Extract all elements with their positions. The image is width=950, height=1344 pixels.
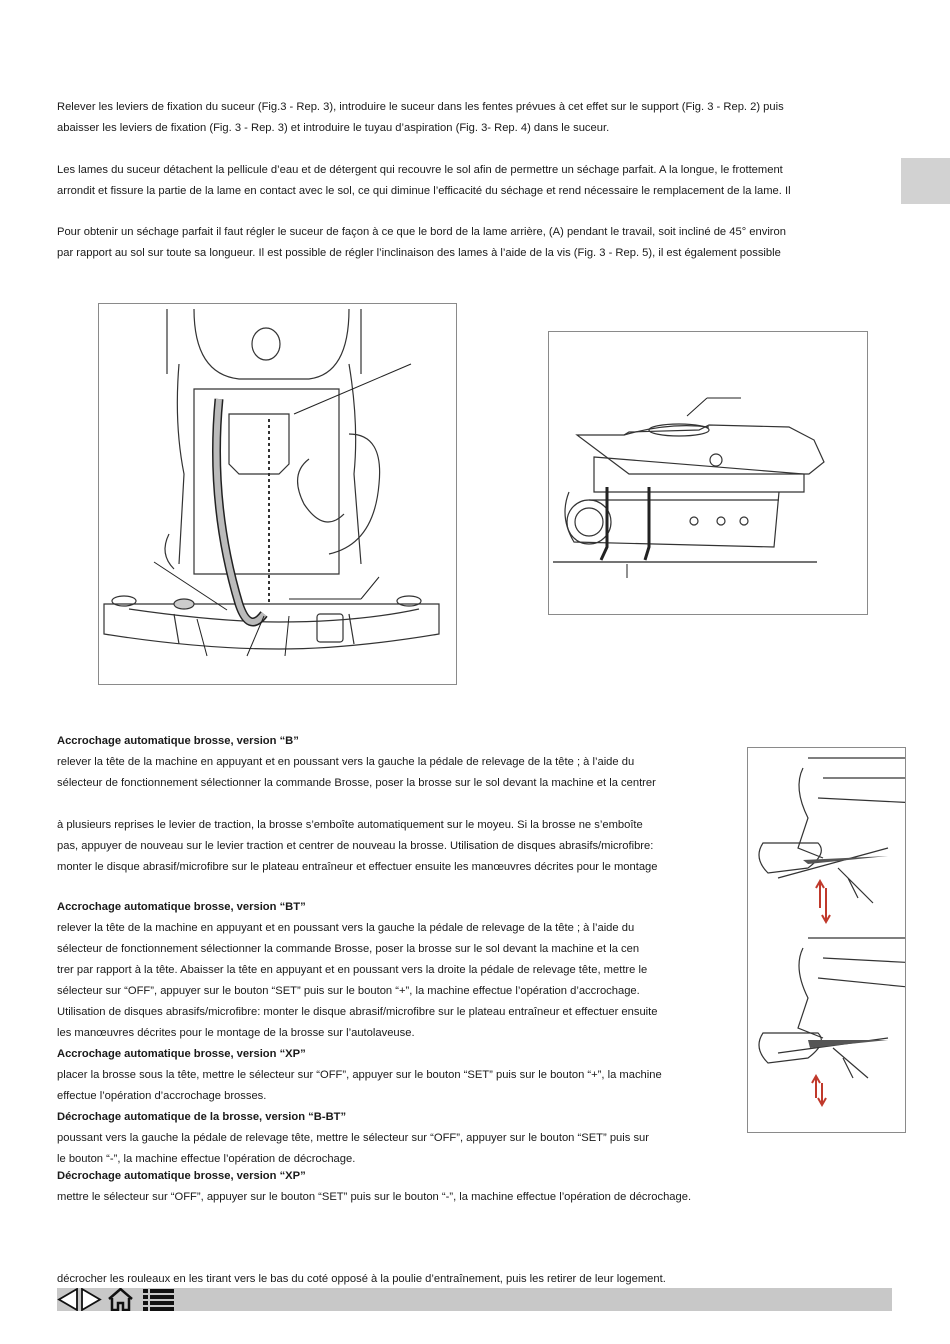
text-line: sélecteur de fonctionnement sélectionner la commande Brosse, poser la brosse sur le sol devant la machine et la cen <box>57 943 640 955</box>
next-page-icon[interactable] <box>80 1288 102 1311</box>
section-heading: Accrochage automatique brosse, version “BT” <box>57 901 306 913</box>
text-line: sélecteur sur “OFF”, appuyer sur le bouton “SET” puis sur le bouton “+”, la machine effectue l’opération d’accrochage. <box>57 985 640 997</box>
text-line: trer par rapport à la tête. Abaisser la tête en appuyant et en poussant vers la droite la pédale de relevage tête, mettre le <box>57 964 648 976</box>
prev-page-icon[interactable] <box>57 1288 79 1311</box>
paragraph-adjust-squeegee <box>57 222 892 264</box>
paragraph-install-squeegee <box>57 97 892 139</box>
paragraph-squeegee-blades <box>57 160 892 202</box>
figure-squeegee-side <box>548 331 868 615</box>
bottom-nav-bar <box>57 1288 892 1311</box>
home-icon[interactable] <box>107 1288 134 1311</box>
section-heading-unhook-bbt: Décrochage automatique de la brosse, version “B-BT” <box>57 1111 347 1123</box>
text-line: décrocher les rouleaux en les tirant vers le bas du coté opposé à la poulie d’entraînement, puis les retirer de leur logement. <box>57 1273 666 1285</box>
text-line: abaisser les leviers de fixation (Fig. 3 - Rep. 3) et introduire le tuyau d’aspiration (Fig. 3- Rep. 4) dans le suceur. <box>57 122 610 134</box>
text-line: Relever les leviers de fixation du suceur (Fig.3 - Rep. 3), introduire le suceur dans les fentes prévues à cet effet sur le support (Fig. 3 - Rep. 2) puis <box>57 101 784 113</box>
figure-squeegee-mounting <box>98 303 457 685</box>
section-heading: Décrochage automatique brosse, version “XP” <box>57 1170 306 1182</box>
text-line: monter le disque abrasif/microfibre sur le plateau entraîneur et effectuer ensuite les manœuvres décrites pour le montage <box>57 861 658 873</box>
text-line: arrondit et fissure la partie de la lame en contact avec le sol, ce qui diminue l’efficacité du séchage et rend nécessaire le remplacement de la lame. Il <box>57 185 791 197</box>
section-unhook-xp <box>57 1166 892 1208</box>
section-heading: Accrochage automatique brosse, version “B” <box>57 735 299 747</box>
text-line: poussant vers la gauche la pédale de relevage tête, mettre le sélecteur sur “OFF”, appuyer sur le bouton “SET” puis sur <box>57 1132 649 1144</box>
text-line: Les lames du suceur détachent la pellicule d’eau et de détergent qui recouvre le sol afin de permettre un séchage parfait. A la longue, le frottement <box>57 164 783 176</box>
text-line: sélecteur de fonctionnement sélectionner la commande Brosse, poser la brosse sur le sol devant la machine et la centrer <box>57 777 656 789</box>
section-hookup-bt <box>57 897 733 1170</box>
text-line: les manœuvres décrites pour le montage de la brosse sur l’autolaveuse. <box>57 1027 415 1039</box>
figure-brush-hookup <box>747 747 906 1133</box>
text-line: Utilisation de disques abrasifs/microfibre: monter le disque abrasif/microfibre sur le plateau entraîneur et effectuer ensuite <box>57 1006 658 1018</box>
squeegee-side-drawing <box>549 332 867 614</box>
squeegee-mounting-drawing <box>99 304 456 684</box>
brush-hookup-drawing <box>748 748 905 1132</box>
chapter-side-tab[interactable] <box>901 158 950 204</box>
section-heading-xp: Accrochage automatique brosse, version “XP” <box>57 1048 306 1060</box>
text-line: à plusieurs reprises le levier de traction, la brosse s’emboîte automatiquement sur le moyeu. Si la brosse ne s’emboîte <box>57 819 643 831</box>
text-line: relever la tête de la machine en appuyant et en poussant vers la gauche la pédale de relevage de la tête ; à l’aide du <box>57 922 635 934</box>
section-hookup-b <box>57 731 733 878</box>
index-icon[interactable] <box>142 1288 175 1311</box>
text-line: par rapport au sol sur toute sa longueur. Il est possible de régler l’inclinaison des lames à l’aide de la vis (Fig. 3 - Rep. 5), il est également possible <box>57 247 781 259</box>
text-line: mettre le sélecteur sur “OFF”, appuyer sur le bouton “SET” puis sur le bouton “-”, la machine effectue l’opération de décrochage. <box>57 1191 692 1203</box>
text-line: Pour obtenir un séchage parfait il faut régler le suceur de façon à ce que le bord de la lame arrière, (A) pendant le travail, soit incliné de 45° environ <box>57 226 786 238</box>
text-line: pas, appuyer de nouveau sur le levier traction et centrer de nouveau la brosse. Utilisation de disques abrasifs/microfibre: <box>57 840 654 852</box>
text-line: le bouton “-”, la machine effectue l’opération de décrochage. <box>57 1153 356 1165</box>
text-line: placer la brosse sous la tête, mettre le sélecteur sur “OFF”, appuyer sur le bouton “SET” puis sur le bouton “+”, la machine <box>57 1069 662 1081</box>
text-line <box>57 794 733 815</box>
text-line: relever la tête de la machine en appuyant et en poussant vers la gauche la pédale de relevage de la tête ; à l’aide du <box>57 756 635 768</box>
text-line: effectue l’opération d’accrochage brosses. <box>57 1090 267 1102</box>
section-rollers <box>57 1269 892 1290</box>
